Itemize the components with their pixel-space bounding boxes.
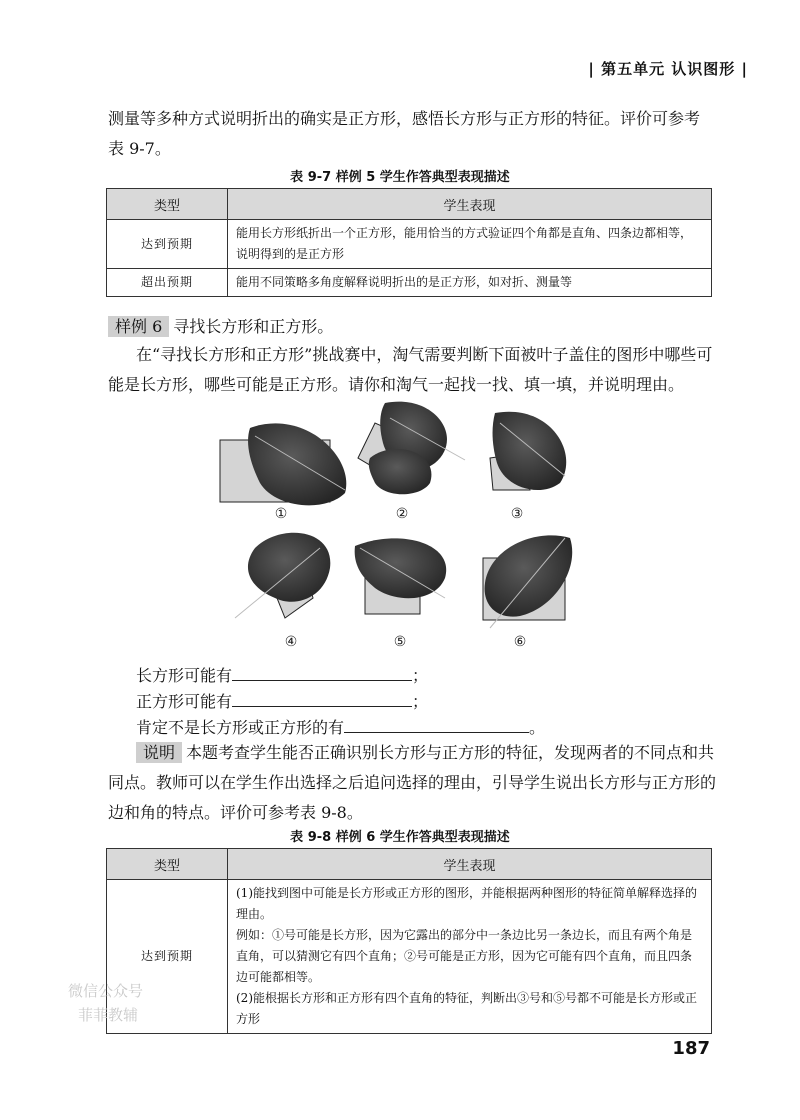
square-answer-blank[interactable] — [232, 688, 412, 707]
table-9-8-title: 表 9-8 样例 6 学生作答典型表现描述 — [290, 830, 510, 845]
rectangle-answer-blank[interactable] — [232, 662, 412, 681]
row-description — [228, 880, 712, 1034]
table-9-7 — [106, 188, 712, 297]
leaf-figure — [195, 398, 615, 658]
table-row — [107, 880, 712, 1034]
sample-6-line-2: 能是长方形，哪些可能是正方形。请你和淘气一起找一找、填一填，并说明理由。 — [108, 375, 685, 394]
row-description: 能用长方形纸折出一个正方形，能用恰当的方式验证四个角都是直角、四条边都相等，说明得到的是正方形 — [228, 220, 712, 269]
shape-label-3: ③ — [510, 506, 524, 522]
fill-rectangle-label: 长方形可能有 — [136, 666, 233, 685]
note-tag: 说明 — [136, 742, 182, 763]
criterion-example: 例如：①号可能是长方形，因为它露出的部分中一条边比另一条边长，而且有两个角是直角，可以猜测它有四个直角；②号可能是正方形，因为它可能有四个直角，而且四条边可能都相等。 — [236, 928, 693, 984]
table-header-row — [107, 189, 712, 220]
shape-label-4: ④ — [284, 634, 298, 650]
shape-label-6: ⑥ — [513, 634, 527, 650]
sample-6-tag: 样例 6 — [108, 316, 169, 337]
shape-label-5: ⑤ — [393, 634, 407, 650]
watermark — [18, 968, 158, 1028]
row-type: 达到预期 — [107, 220, 228, 269]
criterion-1: (1)能找到图中可能是长方形或正方形的图形，并能根据两种图形的特征简单解释选择的理由。 — [236, 886, 698, 921]
col-performance-header: 学生表现 — [228, 849, 712, 880]
fill-neither-punct: 。 — [529, 718, 546, 737]
note-line-2: 同点。教师可以在学生作出选择之后追问选择的理由，引导学生说出长方形与正方形的 — [108, 773, 717, 792]
row-description: 能用不同策略多角度解释说明折出的是正方形，如对折、测量等 — [228, 269, 712, 297]
note-paragraph — [108, 738, 718, 828]
fill-rectangle-punct: ； — [412, 666, 429, 685]
col-performance-header: 学生表现 — [228, 189, 712, 220]
row-type: 超出预期 — [107, 269, 228, 297]
shape-3-leaf — [490, 412, 566, 490]
page-number: 187 — [672, 1038, 710, 1059]
note-line-1-wrap — [108, 738, 718, 768]
sample-6-line-1: 在“寻找长方形和正方形”挑战赛中，淘气需要判断下面被叶子盖住的图形中哪些可 — [136, 345, 713, 364]
sample-6-heading — [108, 312, 718, 342]
table-row — [107, 220, 712, 269]
watermark-line-2: 菲菲教辅 — [78, 1006, 139, 1024]
shape-1-leaf — [220, 423, 346, 505]
fill-neither-label: 肯定不是长方形或正方形的有 — [136, 718, 345, 737]
row-type: 达到预期 — [107, 880, 228, 1034]
intro-line-2: 表 9-7。 — [108, 139, 171, 158]
sample-6-text-2 — [108, 370, 718, 400]
fill-square — [136, 688, 428, 712]
intro-line-1: 测量等多种方式说明折出的确实是正方形，感悟长方形与正方形的特征。评价可参考 — [108, 109, 701, 128]
note-line-1: 本题考查学生能否正确识别长方形与正方形的特征，发现两者的不同点和共 — [186, 743, 715, 762]
shape-label-1: ① — [274, 506, 288, 522]
shape-2-leaf — [358, 402, 465, 495]
table-9-8 — [106, 848, 712, 1034]
table-header-row — [107, 849, 712, 880]
table-9-7-title: 表 9-7 样例 5 学生作答典型表现描述 — [290, 170, 510, 185]
watermark-line-1: 微信公众号 — [68, 982, 144, 1000]
fill-rectangle — [136, 662, 428, 686]
criterion-2: (2)能根据长方形和正方形有四个直角的特征，判断出③号和⑤号都不可能是长方形或正方形 — [236, 991, 698, 1026]
table-row — [107, 269, 712, 297]
fill-square-punct: ； — [412, 692, 429, 711]
shape-6-leaf — [483, 535, 572, 628]
shape-4-leaf — [235, 533, 330, 618]
neither-answer-blank[interactable] — [344, 714, 529, 733]
fill-neither — [136, 714, 545, 738]
note-line-3: 边和角的特点。评价可参考表 9-8。 — [108, 803, 363, 822]
col-type-header: 类型 — [107, 189, 228, 220]
sample-6-text — [136, 340, 726, 370]
sample-6-title: 寻找长方形和正方形。 — [173, 317, 334, 336]
shape-5-leaf — [355, 538, 447, 614]
intro-paragraph — [108, 104, 718, 164]
running-header: | 第五单元 认识图形 | — [588, 60, 748, 78]
shape-label-2: ② — [395, 506, 409, 522]
fill-square-label: 正方形可能有 — [136, 692, 233, 711]
col-type-header: 类型 — [107, 849, 228, 880]
